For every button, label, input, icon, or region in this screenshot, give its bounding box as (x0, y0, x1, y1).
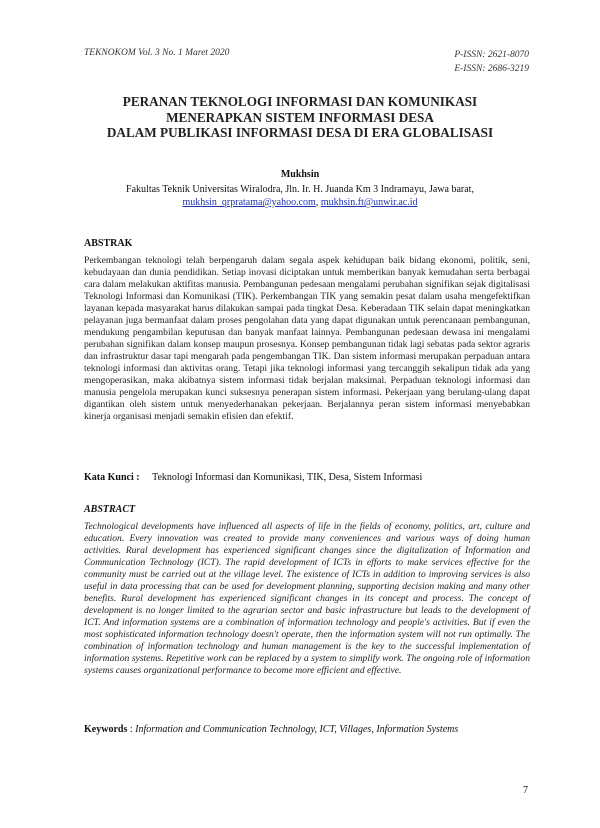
eissn: E-ISSN: 2686-3219 (454, 64, 529, 74)
email-link-2[interactable]: mukhsin.ft@unwir.ac.id (320, 197, 418, 208)
keywords-value: Information and Communication Technology, ICT, Villages, Information Systems (135, 724, 459, 735)
pissn: P-ISSN: 2621-8070 (454, 50, 529, 60)
keywords (84, 724, 530, 736)
abstrak-heading: ABSTRAK (84, 238, 133, 249)
kata-kunci-value: Teknologi Informasi dan Komunikasi, TIK, Desa, Sistem Informasi (152, 472, 423, 483)
title-line-3: DALAM PUBLIKASI INFORMASI DESA DI ERA GLOBALISASI (106, 125, 494, 140)
abstract-heading: ABSTRACT (84, 504, 136, 515)
email-separator: , (315, 197, 321, 208)
keywords-label: Keywords (84, 724, 128, 735)
keywords-separator: : (127, 724, 136, 735)
author-affiliation (60, 183, 540, 209)
kata-kunci-label: Kata Kunci : (84, 472, 140, 483)
title-line-1: PERANAN TEKNOLOGI INFORMASI DAN KOMUNIKASI (122, 94, 478, 109)
paper-title (60, 94, 540, 141)
abstract-body: Technological developments have influenced all aspects of life in the fields of economy, politics, art, culture and education. Every innovation was created to provide many conveniences and various ways of doing human activities. Rural development has experienced significant changes since the digitalization of Information and Communication Technology (ICT). The rapid development of ICTs in efforts to make services effective for the community must be carried out at the village level. The existence of ICTs in addition to improving services is also useful in data processing that can be used for development planning, supporting decision making and many other benefits. Rural development has experienced significant changes in its concept and process. The concept of development is no longer limited to the agrarian sector and basic infrastructure but leads to the development of ICT. And information systems are a combination of information technology and people's activities. But if even the most sophisticated information technology doesn't operate, then the information system will not run optimally. The combination of information technology and human management is the key to the successful implementation of information systems. Repetitive work can be replaced by a system to simplify work. The ongoing role of information systems causes organizational performance to become more efficient and effective. (84, 521, 530, 676)
journal-header: TEKNOKOM Vol. 3 No. 1 Maret 2020 (84, 48, 230, 58)
author-emails (60, 196, 540, 209)
email-link-1[interactable]: mukhsin_qrpratama@yahoo.com (182, 197, 316, 208)
abstrak-body: Perkembangan teknologi telah berpengaruh dalam segala aspek kehidupan baik bidang ekonomi, politik, seni, kebudayaan dan dunia pendidikan. Setiap inovasi diciptakan untuk memberikan banyak kemudahan serta berbagai cara dalam melakukan aktifitas manusia. Pembangunan pedesaan mengalami perubahan signifikan sejak digitalisasi Teknologi Informasi dan Komunikasi (TIK). Perkembangan TIK yang semakin pesat dalam usaha mengefektifkan layanan kepada masyarakat harus dilakukan sampai pada tingkat Desa. Keberadaan TIK selain dapat meningkatkan pelayanan juga bermanfaat dalam proses pengolahan data yang dapat digunakan untuk perencanaan pembangunan, mendukung pengambilan keputusan dan banyak manfaat lainnya. Pembangunan pedesaan dewasa ini mengalami perubahan signifikan dalam konsep maupun prosesnya. Konsep pembangunan tidak lagi sebatas pada sektor agraris dan infrastruktur dasar tapi mengarah pada pengembangan TIK. Dan sistem informasi merupakan perpaduan antara teknologi informasi dan aktivitas orang. Tetapi jika teknologi informasi yang tercanggih sekalipun tidak ada yang mengoperasikan, maka akibatnya sistem informasi tidak berjalan maksimal. Perpaduan teknologi informasi dan manusia pengelola merupakan kunci suksesnya penerapan sistem informasi. Pekerjaan yang berulang-ulang dapat digantikan oleh sistem untuk menyederhanakan pekerjaan. Berjalannya peran sistem informasi menyebabkan kinerja organisasi menjadi semakin efisien dan efektif. (84, 255, 530, 422)
author-name: Mukhsin (280, 169, 320, 180)
affiliation-text: Fakultas Teknik Universitas Wiralodra, Jln. Ir. H. Juanda Km 3 Indramayu, Jawa barat, (126, 184, 474, 195)
kata-kunci (84, 472, 530, 484)
issn-block (454, 48, 529, 76)
page-number: 7 (523, 785, 528, 796)
title-line-2: MENERAPKAN SISTEM INFORMASI DESA (166, 109, 434, 125)
